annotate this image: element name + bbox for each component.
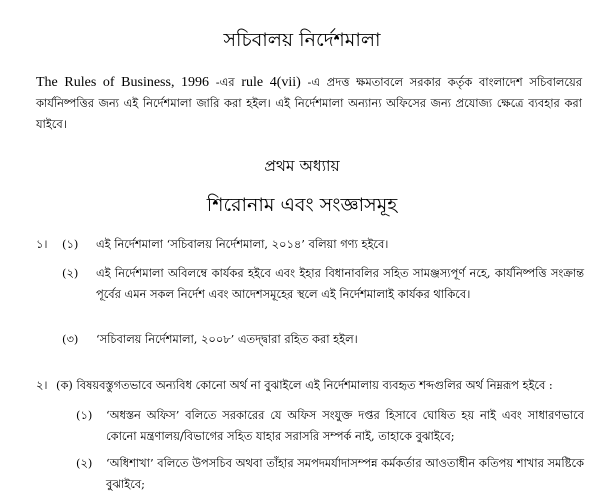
clause-2-1-text: ‘অধস্তন অফিস’ বলিতে সরকারের যে অফিস সংযুক্ত দপ্তর হিসাবে ঘোষিত হয় নাই এবং সাধারণভাবে কোনো মন্ত্রণালয়/বিভাগের সহিত যাহার সরাসরি সম্পর্ক নাই, তাহাকে বুঝাইবে; [106,408,584,443]
clause-2-2-text: ‘অধিশাখা’ বলিতে উপসচিব অথবা তাঁহার সমপদমর্যাদাসম্পন্ন কর্মকর্তার আওতাধীন কতিপয় শাখার সমষ্টিকে বুঝাইবে; [106,456,584,491]
document-title: সচিবালয় নির্দেশমালা [223,29,381,51]
intro-paragraph [36,72,582,135]
clause-1-3-number: (৩) [62,332,79,346]
clause-2-2-number: (২) [76,456,93,470]
intro-text: -এ প্রদত্ত ক্ষমতাবলে সরকার কর্তৃক বাংলাদেশ সচিবালয়ের কার্যনিষ্পত্তির জন্য এই নির্দেশমালা জারি করা হইল। এই নির্দেশমালা অন্যান্য অফিসের জন্য প্রযোজ্য ক্ষেত্রে ব্যবহার করা যাইবে। [36,75,582,131]
clause-2-1-number: (১) [76,408,93,422]
intro-rules-of: The Rules of [36,75,115,90]
clause-1-1-text: এই নির্দেশমালা ‘সচিবালয় নির্দেশমালা, ২০১৪’ বলিয়া গণ্য হইবে। [96,237,389,251]
clause-1-1-number: (১) [62,237,79,251]
intro-business-1996: Business, 1996 [114,75,210,90]
intro-rule-ref: rule 4(vii) [241,75,301,90]
clause-1-2-text: এই নির্দেশমালা অবিলম্বে কার্যকর হইবে এবং ইহার বিধানাবলির সহিত সামঞ্জস্যপূর্ণ নহে, কার্যনিষ্পত্তি সংক্রান্ত পূর্বের এমন সকল নির্দেশ এবং আদেশসমূহের স্থলে এই নির্দেশমালাই কার্যকর থাকিবে। [96,266,584,301]
intro-er: -এর [209,75,242,89]
section-2-lead: (ক) বিষয়বস্তুগতভাবে অন্যবিধ কোনো অর্থ না বুঝাইলে এই নির্দেশমালায় ব্যবহৃত শব্দগুলির অর্থ নিম্নরূপ হইবে : [56,378,553,392]
section-1-number: ১। [36,237,48,251]
section-2-number: ২। [36,378,48,392]
chapter-title: প্রথম অধ্যায় [264,157,340,175]
clause-1-2-number: (২) [62,266,79,280]
clause-1-3-text: ‘সচিবালয় নির্দেশমালা, ২০০৮’ এতদ্দ্বারা রহিত করা হইল। [96,332,358,346]
section-heading: শিরোনাম এবং সংজ্ঞাসমূহ [206,194,398,216]
